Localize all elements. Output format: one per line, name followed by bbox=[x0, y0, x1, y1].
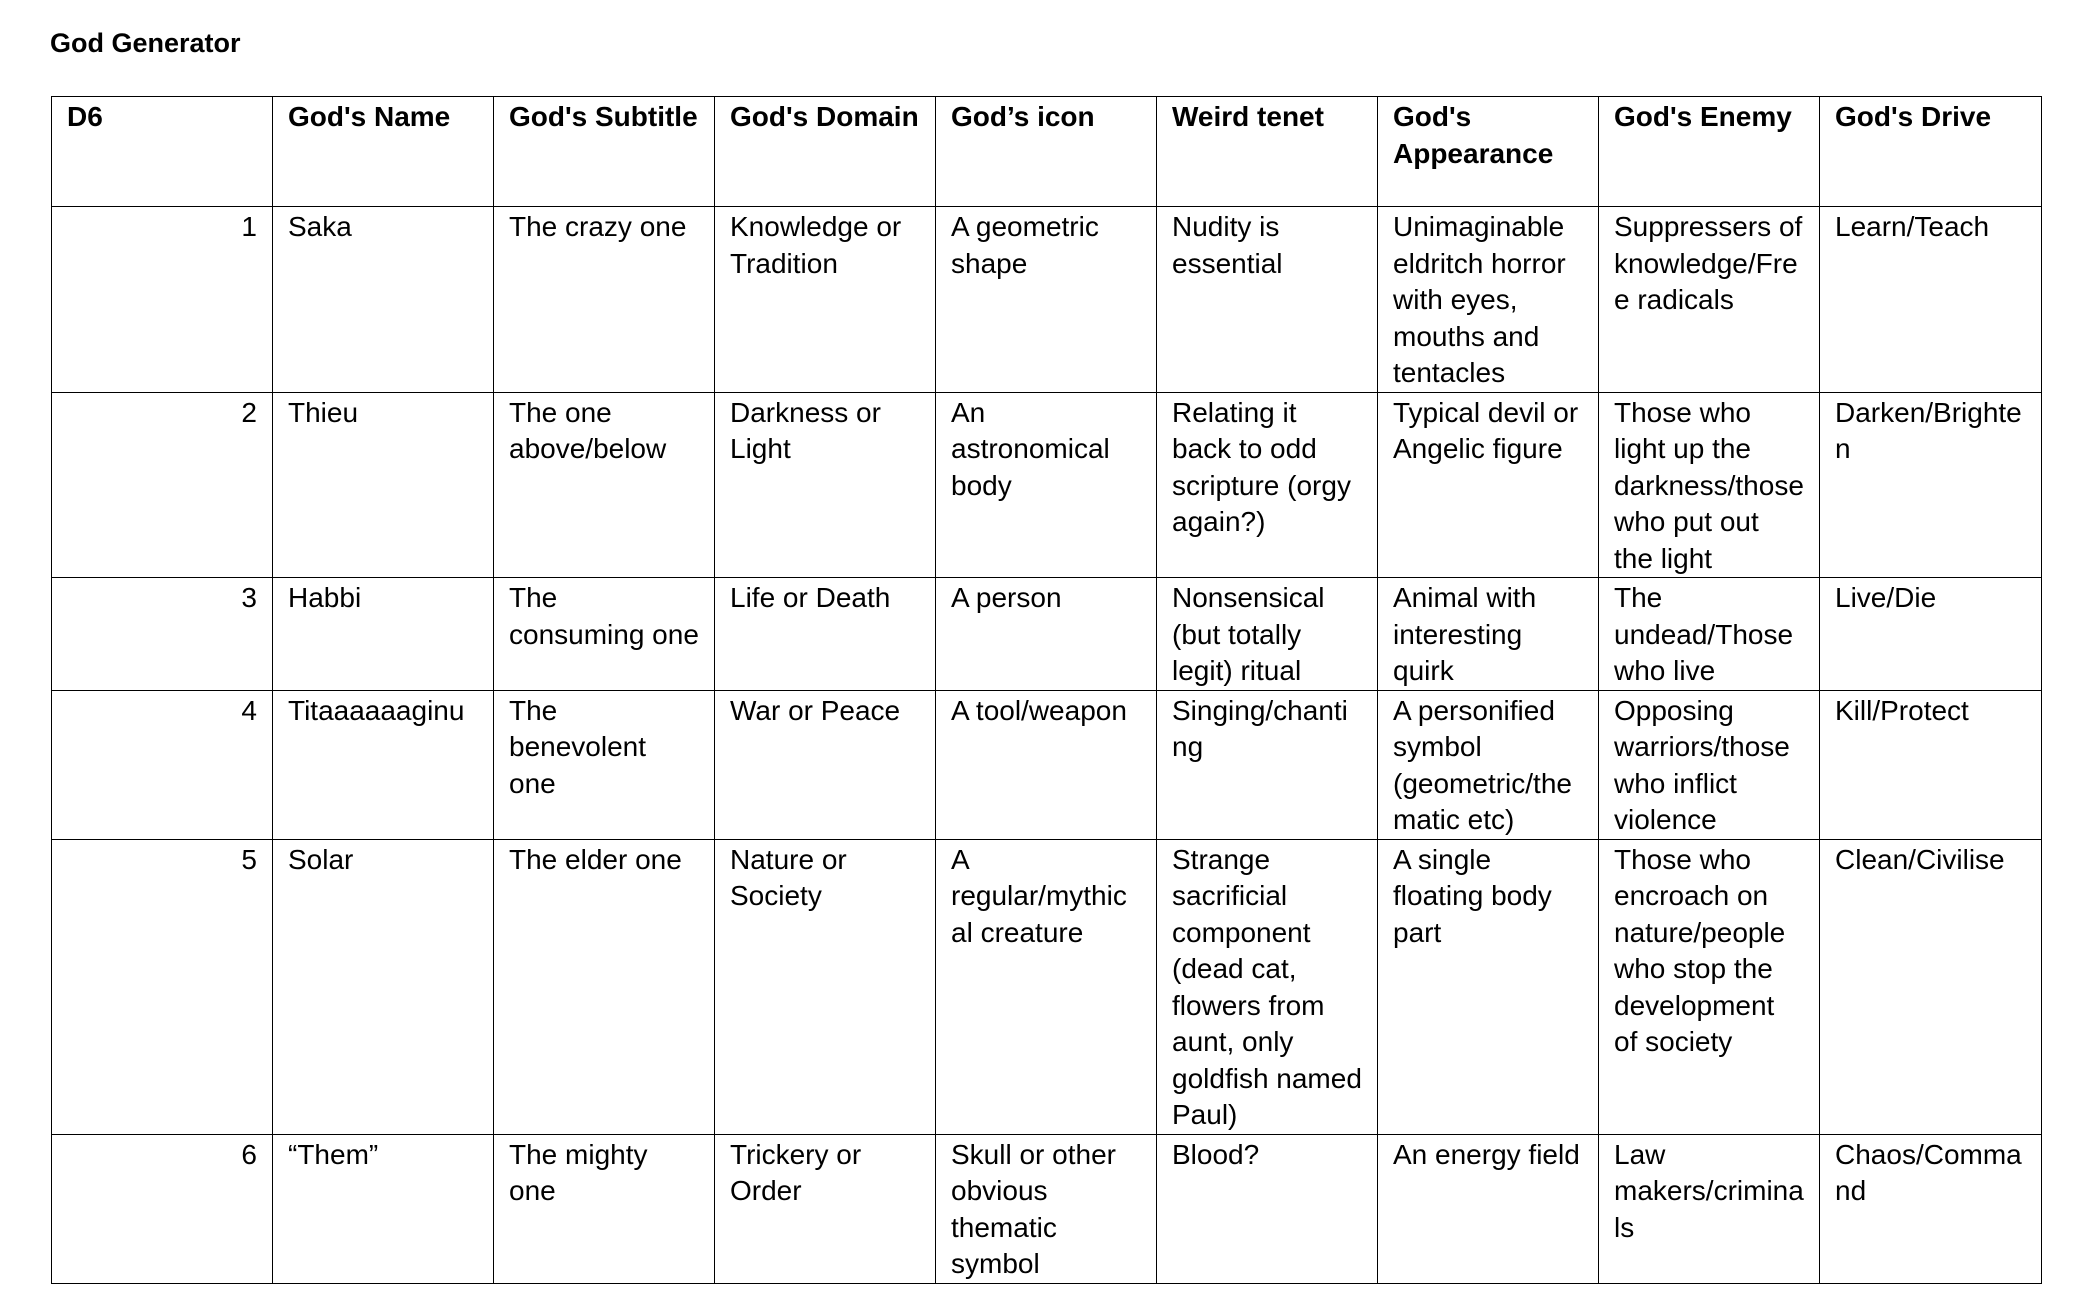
cell-subtitle: The crazy one bbox=[494, 207, 715, 393]
cell-appearance: Typical devil or Angelic figure bbox=[1378, 392, 1599, 578]
cell-enemy: Those who encroach on nature/people who stop the development of society bbox=[1599, 839, 1820, 1134]
cell-enemy: The undead/Those who live bbox=[1599, 578, 1820, 691]
table-row bbox=[52, 392, 2042, 578]
header-gods-appearance: God's Appearance bbox=[1378, 97, 1599, 207]
cell-icon: A person bbox=[936, 578, 1157, 691]
cell-appearance: An energy field bbox=[1378, 1134, 1599, 1283]
cell-name: Solar bbox=[273, 839, 494, 1134]
cell-domain: Darkness or Light bbox=[715, 392, 936, 578]
cell-roll: 5 bbox=[52, 839, 273, 1134]
cell-roll: 6 bbox=[52, 1134, 273, 1283]
cell-tenet: Singing/chanting bbox=[1157, 690, 1378, 839]
cell-drive: Live/Die bbox=[1820, 578, 2042, 691]
cell-icon: An astronomical body bbox=[936, 392, 1157, 578]
cell-domain: Trickery or Order bbox=[715, 1134, 936, 1283]
cell-drive: Kill/Protect bbox=[1820, 690, 2042, 839]
header-gods-subtitle: God's Subtitle bbox=[494, 97, 715, 207]
header-d6: D6 bbox=[52, 97, 273, 207]
cell-name: Habbi bbox=[273, 578, 494, 691]
cell-appearance: Unimaginable eldritch horror with eyes, mouths and tentacles bbox=[1378, 207, 1599, 393]
header-gods-drive: God's Drive bbox=[1820, 97, 2042, 207]
cell-tenet: Blood? bbox=[1157, 1134, 1378, 1283]
cell-icon: A geometric shape bbox=[936, 207, 1157, 393]
cell-subtitle: The consuming one bbox=[494, 578, 715, 691]
cell-icon: A regular/mythical creature bbox=[936, 839, 1157, 1134]
cell-tenet: Nudity is essential bbox=[1157, 207, 1378, 393]
cell-roll: 2 bbox=[52, 392, 273, 578]
cell-drive: Darken/Brighten bbox=[1820, 392, 2042, 578]
cell-tenet: Nonsensical (but totally legit) ritual bbox=[1157, 578, 1378, 691]
cell-name: Saka bbox=[273, 207, 494, 393]
cell-appearance: Animal with interesting quirk bbox=[1378, 578, 1599, 691]
header-gods-domain: God's Domain bbox=[715, 97, 936, 207]
cell-roll: 4 bbox=[52, 690, 273, 839]
cell-subtitle: The one above/below bbox=[494, 392, 715, 578]
header-gods-enemy: God's Enemy bbox=[1599, 97, 1820, 207]
header-gods-name: God's Name bbox=[273, 97, 494, 207]
page-title: God Generator bbox=[50, 28, 241, 58]
cell-tenet: Strange sacrificial component (dead cat, flowers from aunt, only goldfish named Paul) bbox=[1157, 839, 1378, 1134]
cell-domain: Nature or Society bbox=[715, 839, 936, 1134]
cell-roll: 3 bbox=[52, 578, 273, 691]
cell-name: Thieu bbox=[273, 392, 494, 578]
table-header-row bbox=[52, 97, 2042, 207]
cell-enemy: Law makers/criminals bbox=[1599, 1134, 1820, 1283]
cell-drive: Learn/Teach bbox=[1820, 207, 2042, 393]
cell-icon: A tool/weapon bbox=[936, 690, 1157, 839]
cell-domain: Knowledge or Tradition bbox=[715, 207, 936, 393]
cell-appearance: A personified symbol (geometric/thematic etc) bbox=[1378, 690, 1599, 839]
cell-roll: 1 bbox=[52, 207, 273, 393]
cell-name: “Them” bbox=[273, 1134, 494, 1283]
cell-icon: Skull or other obvious thematic symbol bbox=[936, 1134, 1157, 1283]
cell-drive: Clean/Civilise bbox=[1820, 839, 2042, 1134]
cell-tenet: Relating it back to odd scripture (orgy again?) bbox=[1157, 392, 1378, 578]
table-row bbox=[52, 839, 2042, 1134]
table-row bbox=[52, 207, 2042, 393]
cell-subtitle: The benevolent one bbox=[494, 690, 715, 839]
table-row bbox=[52, 1134, 2042, 1283]
header-gods-icon: God’s icon bbox=[936, 97, 1157, 207]
cell-appearance: A single floating body part bbox=[1378, 839, 1599, 1134]
cell-enemy: Those who light up the darkness/those who put out the light bbox=[1599, 392, 1820, 578]
cell-drive: Chaos/Command bbox=[1820, 1134, 2042, 1283]
table-row bbox=[52, 690, 2042, 839]
cell-enemy: Opposing warriors/those who inflict violence bbox=[1599, 690, 1820, 839]
header-weird-tenet: Weird tenet bbox=[1157, 97, 1378, 207]
cell-enemy: Suppressers of knowledge/Free radicals bbox=[1599, 207, 1820, 393]
cell-subtitle: The mighty one bbox=[494, 1134, 715, 1283]
cell-domain: Life or Death bbox=[715, 578, 936, 691]
cell-domain: War or Peace bbox=[715, 690, 936, 839]
cell-subtitle: The elder one bbox=[494, 839, 715, 1134]
table-row bbox=[52, 578, 2042, 691]
cell-name: Titaaaaaaginu bbox=[273, 690, 494, 839]
god-generator-table bbox=[51, 96, 2042, 1284]
